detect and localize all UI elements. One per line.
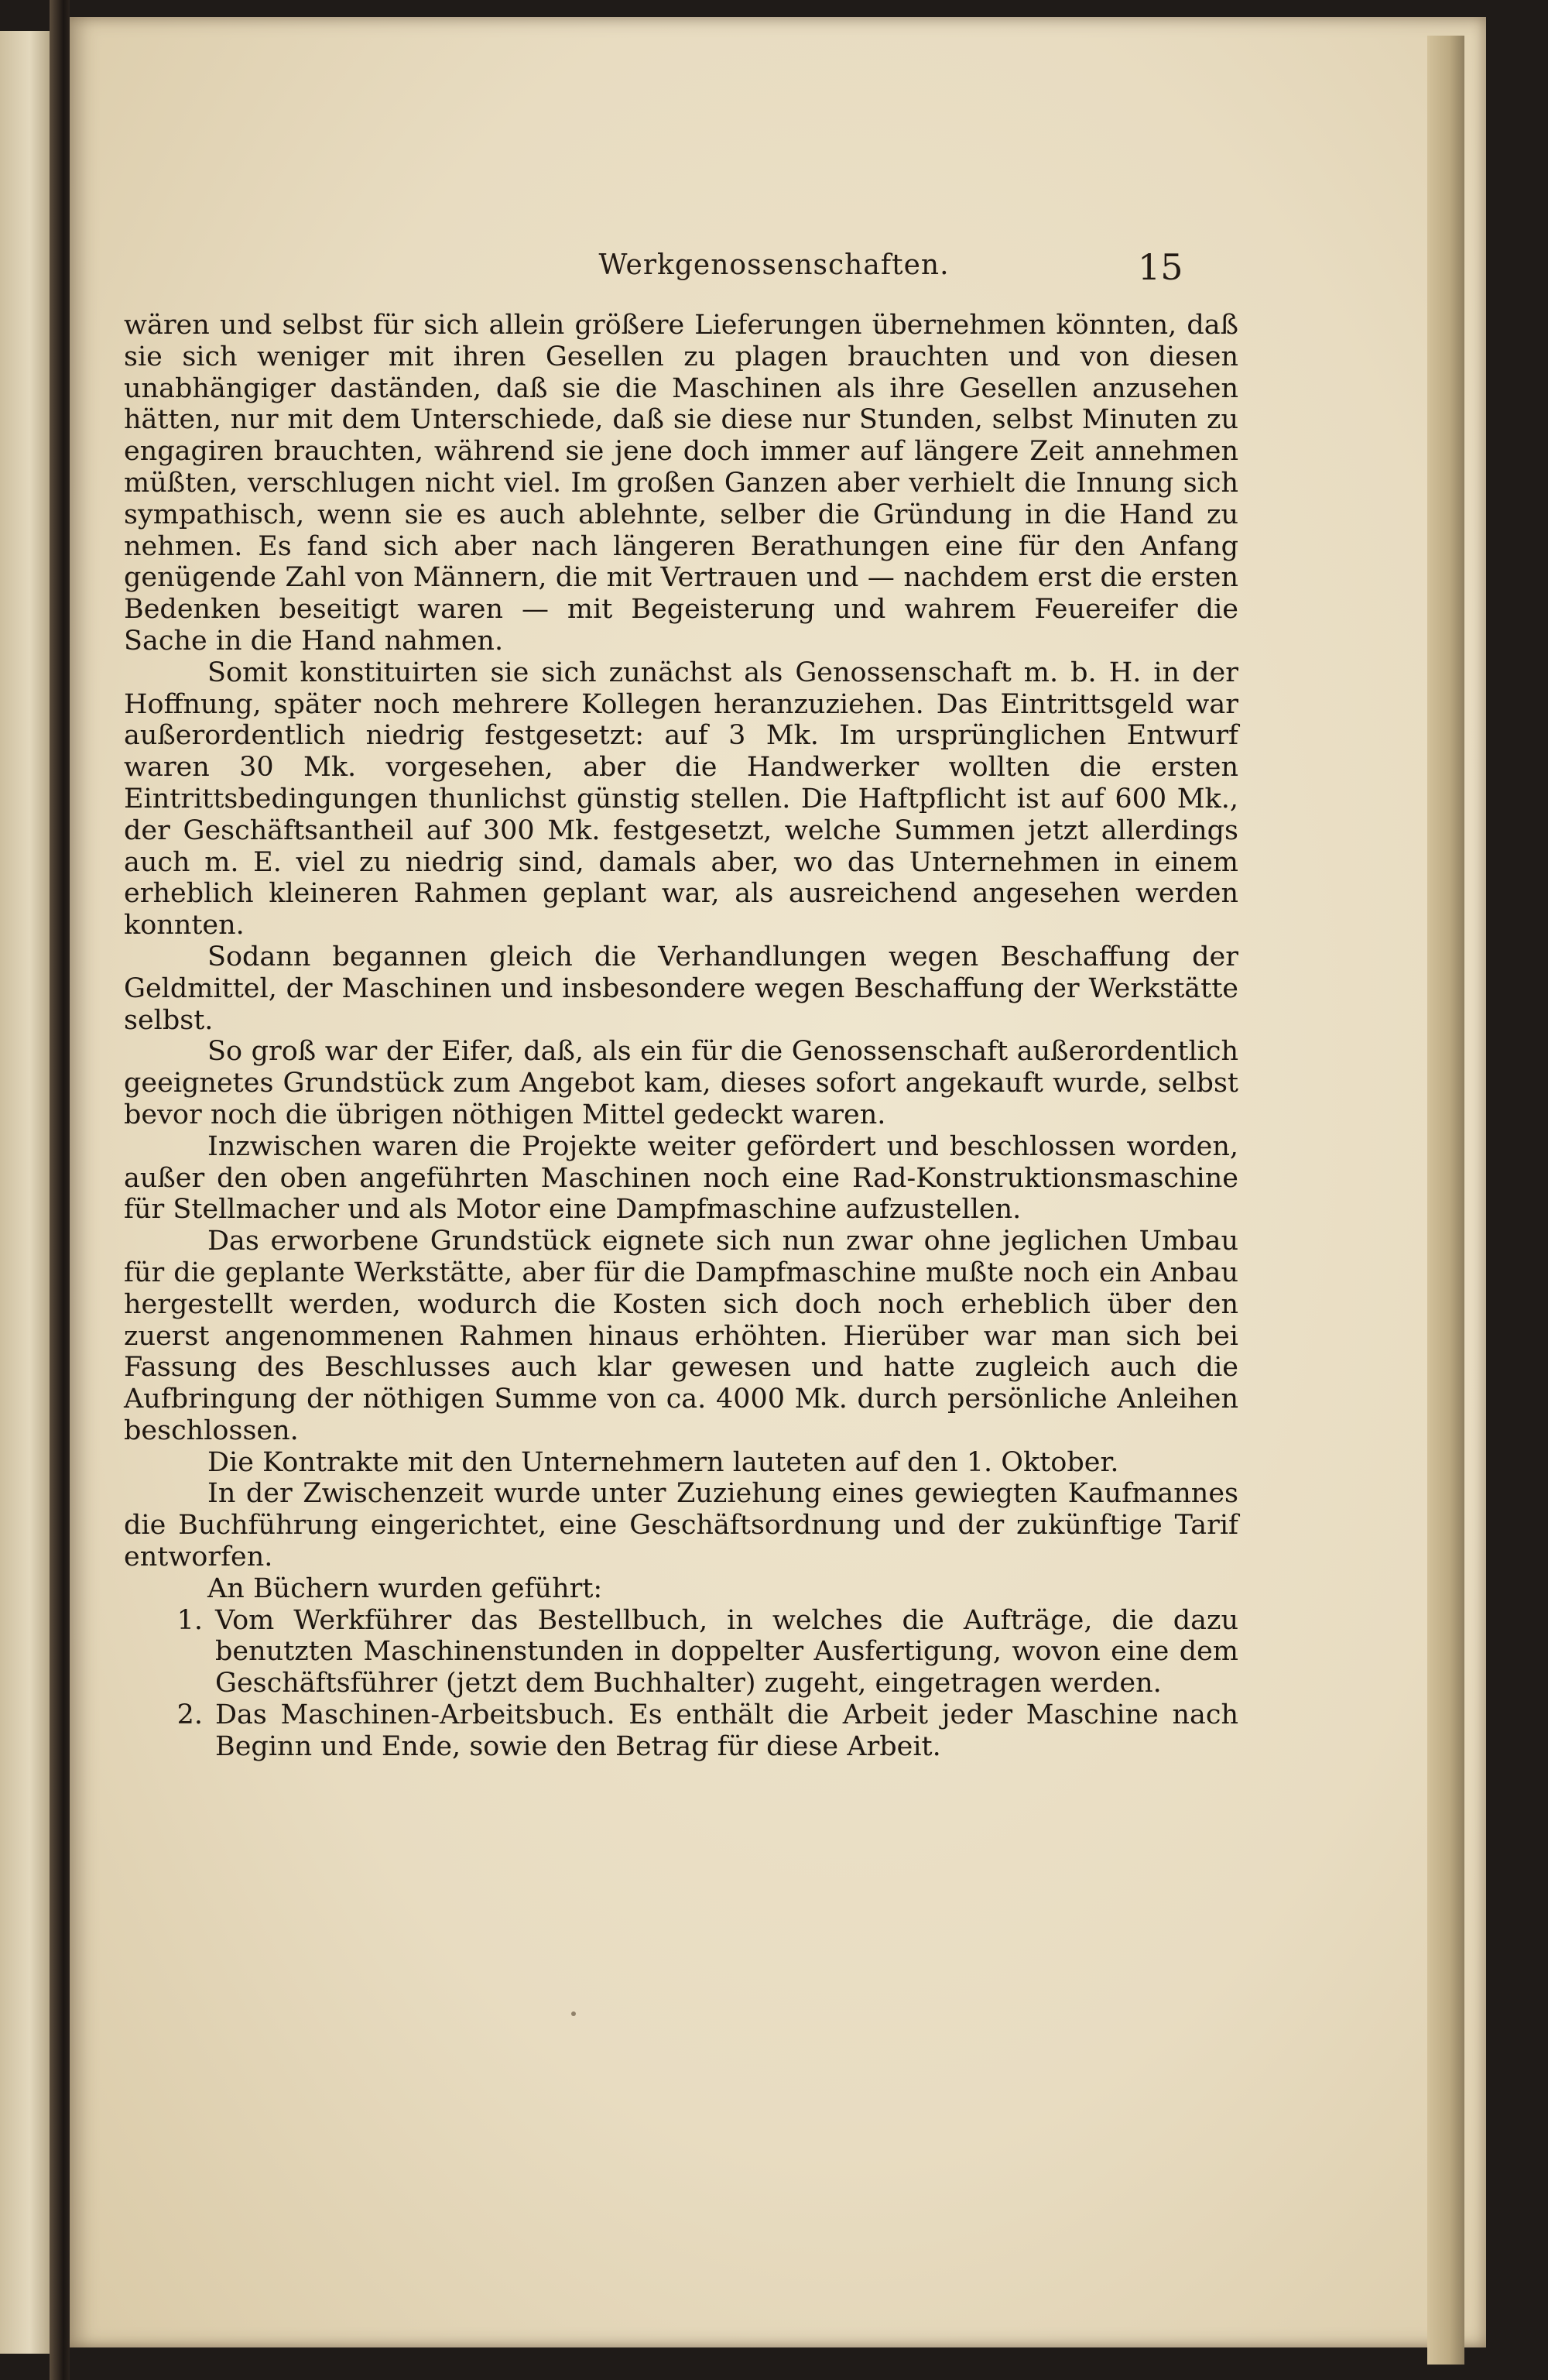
list-number: 2.	[176, 1699, 203, 1731]
ink-speck	[571, 2011, 576, 2016]
paragraph: An Büchern wurden geführt:	[207, 1572, 603, 1604]
paragraph: Die Kontrakte mit den Unternehmern lauteten auf den 1. Oktober.	[207, 1446, 1119, 1478]
paragraph: wären und selbst für sich allein größere Lieferungen übernehmen könnten, daß sie sich weniger mit ihren Gesellen zu plagen brauchten und von diesen unabhängiger daständen, daß sie die Maschinen als ihre Gesellen anzusehen hätten, nur mit dem Unterschiede, daß sie diese nur Stunden, selbst Minuten zu engagiren brauchten, während sie jene doch immer auf längere Zeit annehmen müßten, verschlugen nicht viel. Im großen Ganzen aber verhielt die Innung sich sympathisch, wenn sie es auch ablehnte, selber die Gründung in die Hand zu nehmen. Es fand sich aber nach längeren Berathungen eine für den Anfang genügende Zahl von Männern, die mit Vertrauen und — nachdem erst die ersten Bedenken beseitigt waren — mit Begeisterung und wahrem Feuereifer die Sache in die Hand nahmen.	[124, 310, 1238, 657]
paragraph: Sodann begannen gleich die Verhandlungen wegen Beschaffung der Geldmittel, der Maschinen und insbesondere wegen Beschaffung der Werkstätte selbst.	[124, 941, 1238, 1036]
book-gutter	[50, 0, 70, 2380]
page-header	[70, 246, 1486, 296]
adjacent-page-edge	[0, 31, 50, 2354]
body-text	[124, 310, 1238, 1763]
paragraph: In der Zwischenzeit wurde unter Zuziehung eines gewiegten Kaufmannes die Buchführung eingerichtet, eine Geschäftsordnung und der zukünftige Tarif entworfen.	[124, 1478, 1238, 1573]
list-text: Vom Werkführer das Bestellbuch, in welches die Aufträge, die dazu benutzten Maschinenstunden in doppelter Ausfertigung, wovon eine dem Geschäftsführer (jetzt dem Buchhalter) zugeht, eingetragen werden.	[215, 1604, 1238, 1699]
running-title: Werkgenossenschaften.	[598, 249, 950, 281]
list-item	[124, 1699, 1238, 1763]
page-fore-edge	[1427, 36, 1464, 2365]
page-number: 15	[1138, 246, 1183, 288]
paragraph: So groß war der Eifer, daß, als ein für die Genossenschaft außerordentlich geeignetes Grundstück zum Angebot kam, dieses sofort angekauft wurde, selbst bevor noch die übrigen nöthigen Mittel gedeckt waren.	[124, 1036, 1238, 1130]
list-text: Das Maschinen-Arbeitsbuch. Es enthält die Arbeit jeder Maschine nach Beginn und Ende, sowie den Betrag für diese Arbeit.	[215, 1699, 1238, 1762]
book-page	[70, 17, 1486, 2347]
paragraph: Inzwischen waren die Projekte weiter gefördert und beschlossen worden, außer den oben angeführten Maschinen noch eine Rad-Konstruktionsmaschine für Stellmacher und als Motor eine Dampfmaschine aufzustellen.	[124, 1130, 1238, 1226]
paragraph: Somit konstituirten sie sich zunächst als Genossenschaft m. b. H. in der Hoffnung, später noch mehrere Kollegen heranzuziehen. Das Eintrittsgeld war außerordentlich niedrig festgesetzt: auf 3 Mk. Im ursprünglichen Entwurf waren 30 Mk. vorgesehen, aber die Handwerker wollten die ersten Eintrittsbedingungen thunlichst günstig stellen. Die Haftpflicht ist auf 600 Mk., der Geschäftsantheil auf 300 Mk. festgesetzt, welche Summen jetzt allerdings auch m. E. viel zu niedrig sind, damals aber, wo das Unternehmen in einem erheblich kleineren Rahmen geplant war, als ausreichend angesehen werden konnten.	[124, 657, 1238, 941]
list-number: 1.	[176, 1604, 203, 1636]
paragraph: Das erworbene Grundstück eignete sich nun zwar ohne jeglichen Umbau für die geplante Werkstätte, aber für die Dampfmaschine mußte noch ein Anbau hergestellt werden, wodurch die Kosten sich doch noch erheblich über den zuerst angenommenen Rahmen hinaus erhöhten. Hierüber war man sich bei Fassung des Beschlusses auch klar gewesen und hatte zugleich auch die Aufbringung der nöthigen Summe von ca. 4000 Mk. durch persönliche Anleihen beschlossen.	[124, 1226, 1238, 1446]
list-item	[124, 1605, 1238, 1699]
